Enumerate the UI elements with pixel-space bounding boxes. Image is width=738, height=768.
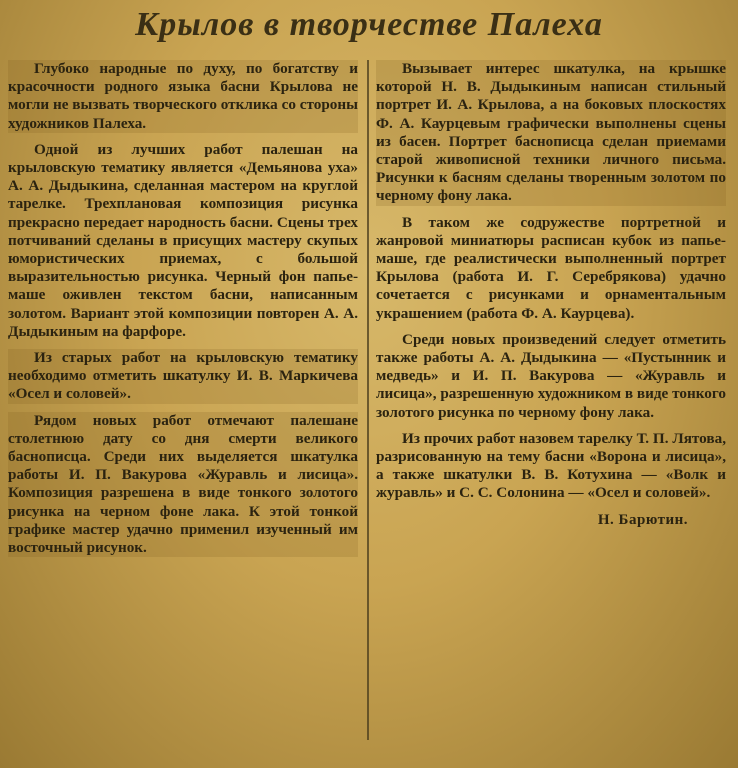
right-column xyxy=(376,60,726,529)
paragraph: Рядом новых работ отмечают палешане столетнюю дату со дня смерти великого баснописца. Среди них выделяется шкатулка работы И. П. Вакурова «Журавль и лисица». Композиция разрешена в виде тонкого золотого рисунка на черном фоне лака. К этой тонкой графике мастер удачно применил изученный им восточный рисунок. xyxy=(8,411,358,557)
left-column xyxy=(8,60,358,565)
column-divider xyxy=(367,60,369,740)
article-title: Крылов в творчестве Палеха xyxy=(135,6,603,43)
paragraph: Среди новых произведений следует отметить также работы А. А. Дыдыкина — «Пустынник и медведь» и И. П. Вакурова — «Журавль и лисица», разрешенную художником в виде тонкого золотого рисунка по черному фону лака. xyxy=(376,330,726,421)
paragraph: Из прочих работ назовем тарелку Т. П. Лятова, разрисованную на тему басни «Ворона и лисица», а также шкатулки В. В. Котухина — «Волк и журавль» и С. С. Солонина — «Осел и соловей». xyxy=(376,429,726,502)
paragraph: Вызывает интерес шкатулка, на крышке которой Н. В. Дыдыкиным написан стильный портрет И. А. Крылова, а на боковых плоскостях Ф. А. Каурцевым графически выполнены сцены из басен. Портрет баснописца сделан приемами старой живописной техники личного письма. Рисунки к басням сделаны творенным золотом по черному фону лака. xyxy=(376,60,726,205)
paragraph: Глубоко народные по духу, по богатству и красочности родного языка басни Крылова не могли не вызвать творческого отклика со стороны художников Палеха. xyxy=(8,60,358,132)
paragraph: Из старых работ на крыловскую тематику необходимо отметить шкатулку И. В. Маркичева «Осел и соловей». xyxy=(8,349,358,403)
author-signature: Н. Барютин. xyxy=(597,511,688,528)
paragraph: Одной из лучших работ палешан на крыловскую тематику является «Демьянова уха» А. А. Дыдыкина, сделанная мастером на круглой тарелке. Трехплановая композиция рисунка прекрасно передает народность басни. Сцены трех потчиваний сделаны в присущих мастеру скупых юмористических приемах, с большой выразительностью рисунка. Черный фон папье-маше оживлен текстом басни, написанным золотом. Вариант этой композиции повторен А. А. Дыдыкиным на фарфоре. xyxy=(8,140,358,340)
paragraph: В таком же содружестве портретной и жанровой миниатюры расписан кубок из папье-маше, где реалистически выполненный портрет Крылова (работа И. Г. Серебрякова) удачно сочетается с рисунками и орнаментальным украшением (работа Ф. А. Каурцева). xyxy=(376,213,726,322)
